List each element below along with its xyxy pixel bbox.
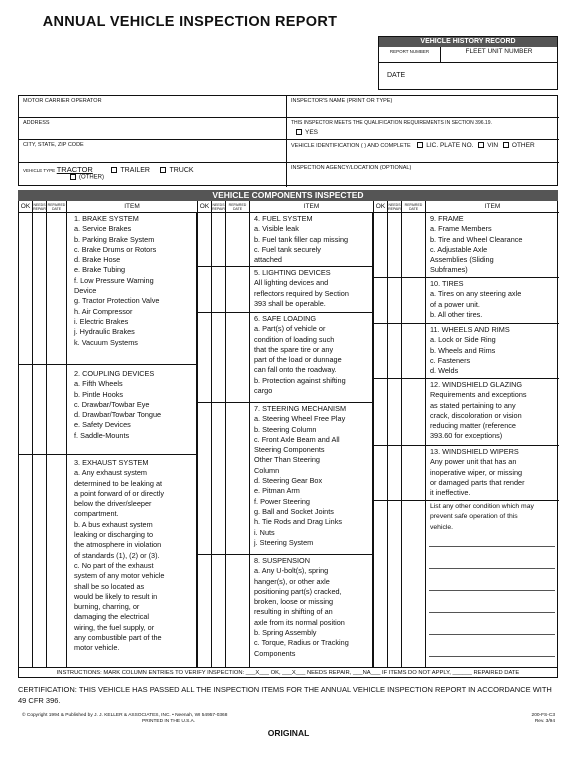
item-line: shall be so located as <box>74 581 145 591</box>
history-head: VEHICLE HISTORY RECORD <box>379 37 557 47</box>
item-line: reducing matter (reference <box>430 421 516 431</box>
item-line: the atmosphere in violation <box>74 540 162 550</box>
item-line: j. Steering System <box>254 537 314 547</box>
item-line: a. Any exhaust system <box>74 468 148 478</box>
item-line: would be likely to result in <box>74 591 158 601</box>
item-line: f. Saddle-Mounts <box>74 430 130 440</box>
item-line: c. Fasteners <box>430 355 471 365</box>
item-line: 393.60 for exceptions) <box>430 431 503 441</box>
item-line: burning, charring, or <box>74 602 140 612</box>
item-line: i. Nuts <box>254 527 275 537</box>
fuel-system-section <box>254 214 348 265</box>
form-number: 200-FS-C3 Rev. 3/94 <box>531 713 555 724</box>
repaired-date-header-2: REPAIRED DATE <box>226 201 250 213</box>
repaired-date-header-1: REPAIRED DATE <box>47 203 66 211</box>
frame-section <box>430 214 522 276</box>
item-line: Device <box>74 286 97 296</box>
item-line: Column <box>254 465 280 475</box>
item-line: compartment. <box>74 509 119 519</box>
item-line: b. Spring Assembly <box>254 628 317 638</box>
item-line: hanger(s), or other axle <box>254 576 330 586</box>
item-line: Steering Components <box>254 445 325 455</box>
suspension-section <box>254 556 349 659</box>
item-line: e. Pitman Arm <box>254 486 300 496</box>
item-line: determined to be leaking at <box>74 478 163 488</box>
trailer-checkbox[interactable] <box>111 167 117 173</box>
item-line: cargo <box>254 386 273 396</box>
item-line: can fall onto the roadway. <box>254 365 337 375</box>
tractor-option[interactable]: TRACTOR <box>56 165 93 174</box>
item-line: crack, discoloration or vision <box>430 410 522 420</box>
copyright: © Copyright 1994 & Published by J. J. KELLER & ASSOCIATES, INC. • Neenah, WI 54957-0368 PRINTED IN THE U.S.A. <box>22 713 228 724</box>
item-line: b. All other tires. <box>430 309 483 319</box>
item-line: 13. WINDSHIELD WIPERS <box>430 447 519 456</box>
item-line: a. Fifth Wheels <box>74 379 123 389</box>
safe-loading-section <box>254 314 346 396</box>
item-line: f. Power Steering <box>254 496 310 506</box>
components-table <box>18 201 558 668</box>
vin-checkbox[interactable] <box>478 142 484 148</box>
item-line: c. Drawbar/Towbar Eye <box>74 399 150 409</box>
fleet-unit-field[interactable]: FLEET UNIT NUMBER <box>465 48 533 55</box>
item-line: attached <box>254 255 282 265</box>
item-line: 12. WINDSHIELD GLAZING <box>430 380 523 389</box>
item-line: Requirements and exceptions <box>430 390 527 400</box>
item-line: e. Brake Tubing <box>74 265 126 275</box>
item-line: or damaged parts that render <box>430 477 525 487</box>
item-line: 10. TIRES <box>430 279 464 288</box>
item-line: below the driver/sleeper <box>74 499 152 509</box>
ok-header-2: OK <box>198 201 212 213</box>
item-line: b. Wheels and Rims <box>430 345 496 355</box>
item-line: a. Tires on any steering axle <box>430 289 522 299</box>
item-line: 2. COUPLING DEVICES <box>74 369 155 378</box>
item-line: reflectors required by Section <box>254 288 349 298</box>
item-line: 4. FUEL SYSTEM <box>254 214 313 223</box>
lic-plate-checkbox[interactable] <box>417 142 423 148</box>
coupling-devices-section <box>74 369 161 441</box>
steering-mechanism-section <box>254 404 346 548</box>
item-line: c. Adjustable Axle <box>430 244 488 254</box>
item-line: d. Steering Gear Box <box>254 476 323 486</box>
item-line: that the spare tire or any <box>254 344 334 354</box>
item-line: f. Low Pressure Warning <box>74 275 154 285</box>
item-header-2: ITEM <box>250 201 374 213</box>
item-line: b. Parking Brake System <box>74 234 155 244</box>
brake-system-section <box>74 214 159 348</box>
item-line: it ineffective. <box>430 488 471 498</box>
item-line: a. Any U-bolt(s), spring <box>254 566 329 576</box>
other-id-checkbox[interactable] <box>503 142 509 148</box>
item-line: 5. LIGHTING DEVICES <box>254 268 331 277</box>
windshield-wipers-section <box>430 447 525 498</box>
item-line: leaking or discharging to <box>74 530 154 540</box>
item-line: inoperative wiper, or missing <box>430 467 523 477</box>
item-line: a. Frame Members <box>430 224 492 234</box>
wheels-rims-section <box>430 325 510 376</box>
item-line: b. Fuel tank filler cap missing <box>254 234 349 244</box>
item-line: resulting in shifting of an <box>254 607 333 617</box>
item-line: any combustible part of the <box>74 633 162 643</box>
item-line: k. Vacuum Systems <box>74 337 138 347</box>
item-line: 393 shall be operable. <box>254 298 326 308</box>
item-line: vehicle. <box>430 523 454 531</box>
item-line: a point forward of or directly <box>74 488 165 498</box>
instructions: INSTRUCTIONS: MARK COLUMN ENTRIES TO VERIFY INSPECTION: ___X___ OK, ___X___ NEEDS REPAIR, ___NA___ IF ITEMS DO NOT APPLY, ______ REPAIRED DATE <box>18 668 558 678</box>
item-line: 3. EXHAUST SYSTEM <box>74 458 149 467</box>
item-line: Any power unit that has an <box>430 457 517 467</box>
item-line: 11. WHEELS AND RIMS <box>430 325 510 334</box>
item-line: j. Hydraulic Brakes <box>74 327 135 337</box>
city-field[interactable]: CITY, STATE, ZIP CODE <box>19 140 287 163</box>
item-line: Other Than Steering <box>254 455 320 465</box>
item-line: wiring, the fuel supply, or <box>74 622 155 632</box>
item-line: d. Drawbar/Towbar Tongue <box>74 410 162 420</box>
item-line: 1. BRAKE SYSTEM <box>74 214 139 223</box>
item-line: c. Torque, Radius or Tracking <box>254 638 349 648</box>
original-label: ORIGINAL <box>267 728 310 738</box>
item-line: system of any motor vehicle <box>74 571 165 581</box>
item-line: d. Brake Hose <box>74 255 121 265</box>
item-line: 6. SAFE LOADING <box>254 314 317 323</box>
vehicle-type-field: VEHICLE TYPE TRACTOR TRAILER TRUCK (OTHER) <box>19 163 287 187</box>
item-line: a. Service Brakes <box>74 224 132 234</box>
item-header-3: ITEM <box>426 201 559 213</box>
qualification-field: THIS INSPECTOR MEETS THE QUALIFICATION REQUIREMENTS IN SECTION 396.19. YES <box>287 118 559 140</box>
item-line: Subframes) <box>430 265 468 275</box>
lighting-devices-section <box>254 268 349 309</box>
item-line: g. Ball and Socket Joints <box>254 506 334 516</box>
yes-checkbox[interactable] <box>296 129 302 135</box>
report-number-field[interactable]: REPORT NUMBER <box>379 47 441 62</box>
vehicle-id-field: VEHICLE IDENTIFICATION ( ) AND COMPLETE LIC. PLATE NO. VIN OTHER <box>287 140 559 163</box>
needs-repair-header-1: NEEDS REPAIR <box>33 203 46 211</box>
components-head: VEHICLE COMPONENTS INSPECTED <box>18 190 558 201</box>
address-field[interactable]: ADDRESS <box>19 118 287 140</box>
other-type-checkbox[interactable] <box>70 174 76 180</box>
item-line: b. Pintle Hooks <box>74 389 124 399</box>
item-line: as stated pertaining to any <box>430 400 516 410</box>
item-line: e. Safety Devices <box>74 420 131 430</box>
item-line: c. Front Axle Beam and All <box>254 434 340 444</box>
item-line: b. Protection against shifting <box>254 375 346 385</box>
item-line: List any other condition which may <box>430 503 534 510</box>
item-line: damaging the electrical <box>74 612 150 622</box>
needs-repair-header-2: NEEDS REPAIR <box>212 203 225 211</box>
needs-repair-header-3: NEEDS REPAIR <box>388 203 401 211</box>
item-line: 9. FRAME <box>430 214 464 223</box>
item-line: of a power unit. <box>430 299 480 309</box>
item-line: a. Part(s) of vehicle or <box>254 324 326 334</box>
tires-section <box>430 279 521 320</box>
item-line: 7. STEERING MECHANISM <box>254 404 347 413</box>
item-line: prevent safe operation of this <box>430 513 518 521</box>
windshield-glazing-section <box>430 380 527 442</box>
item-line: motor vehicle. <box>74 643 120 653</box>
item-line: c. No part of the exhaust <box>74 560 154 570</box>
item-line: a. Steering Wheel Free Play <box>254 414 346 424</box>
report-title: ANNUAL VEHICLE INSPECTION REPORT <box>42 14 338 30</box>
item-line: positioning part(s) cracked, <box>254 586 342 596</box>
item-line: a. Visible leak <box>254 224 299 234</box>
info-grid <box>18 95 558 186</box>
item-line: c. Brake Drums or Rotors <box>74 244 157 254</box>
item-header-1: ITEM <box>67 201 198 213</box>
item-line: i. Electric Brakes <box>74 316 129 326</box>
exhaust-system-section <box>74 458 164 654</box>
item-line: 8. SUSPENSION <box>254 556 310 565</box>
vehicle-history-box <box>378 36 558 90</box>
item-line: h. Tie Rods and Drag Links <box>254 517 343 527</box>
ok-header-1: OK <box>19 201 33 213</box>
item-line: b. A bus exhaust system <box>74 519 153 529</box>
ok-header-3: OK <box>374 201 388 213</box>
item-line: g. Tractor Protection Valve <box>74 296 160 306</box>
item-line: of standards (1), (2) or (3). <box>74 550 160 560</box>
item-line: b. Steering Column <box>254 424 317 434</box>
item-line: Components <box>254 648 296 658</box>
inspector-name-field[interactable]: INSPECTOR'S NAME (PRINT OR TYPE) <box>287 96 559 118</box>
item-line: condition of loading such <box>254 334 335 344</box>
repaired-date-header-3: REPAIRED DATE <box>402 201 426 213</box>
item-line: part of the load or dunnage <box>254 355 342 365</box>
truck-checkbox[interactable] <box>160 167 166 173</box>
other-condition-section <box>430 502 534 533</box>
history-date-field[interactable]: DATE <box>387 72 406 79</box>
item-line: broken, loose or missing <box>254 597 334 607</box>
item-line: axle from its normal position <box>254 617 345 627</box>
item-line: d. Welds <box>430 366 459 376</box>
item-line: a. Lock or Side Ring <box>430 335 496 345</box>
item-line: Assemblies (Sliding <box>430 255 494 265</box>
item-line: All lighting devices and <box>254 278 329 288</box>
item-line: h. Air Compressor <box>74 306 133 316</box>
agency-field[interactable]: INSPECTION AGENCY/LOCATION (OPTIONAL) <box>291 165 412 171</box>
item-line: c. Fuel tank securely <box>254 244 321 254</box>
item-line: b. Tire and Wheel Clearance <box>430 234 523 244</box>
certification: CERTIFICATION: THIS VEHICLE HAS PASSED ALL THE INSPECTION ITEMS FOR THE ANNUAL VEHICLE INSPECTION REPORT IN ACCORDANCE WITH 49 CFR 396. <box>18 685 552 705</box>
motor-carrier-field[interactable]: MOTOR CARRIER OPERATOR <box>19 96 287 118</box>
